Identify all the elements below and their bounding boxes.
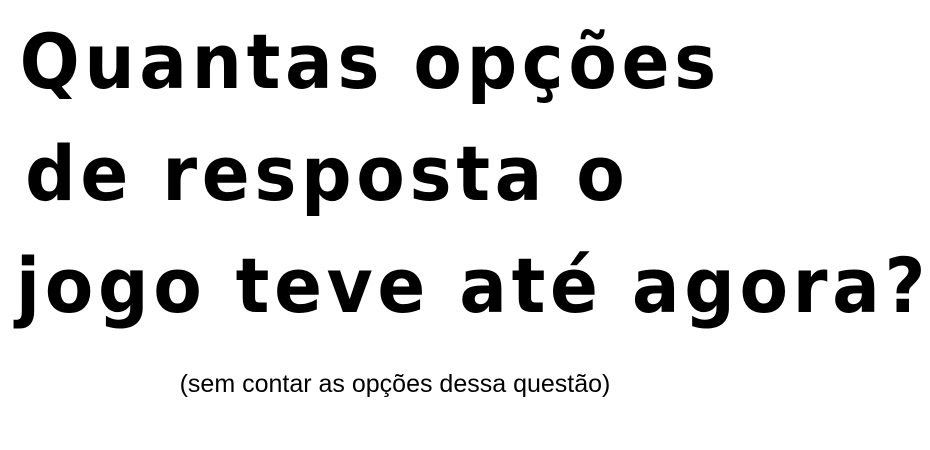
question-line-3: jogo teve até agora?: [15, 241, 930, 330]
question-text: [14, 6, 930, 342]
question-subtitle: (sem contar as opções dessa questão): [179, 370, 611, 398]
question-line-2: de resposta o: [25, 129, 630, 218]
question-line-1: Quantas opções: [19, 17, 721, 106]
